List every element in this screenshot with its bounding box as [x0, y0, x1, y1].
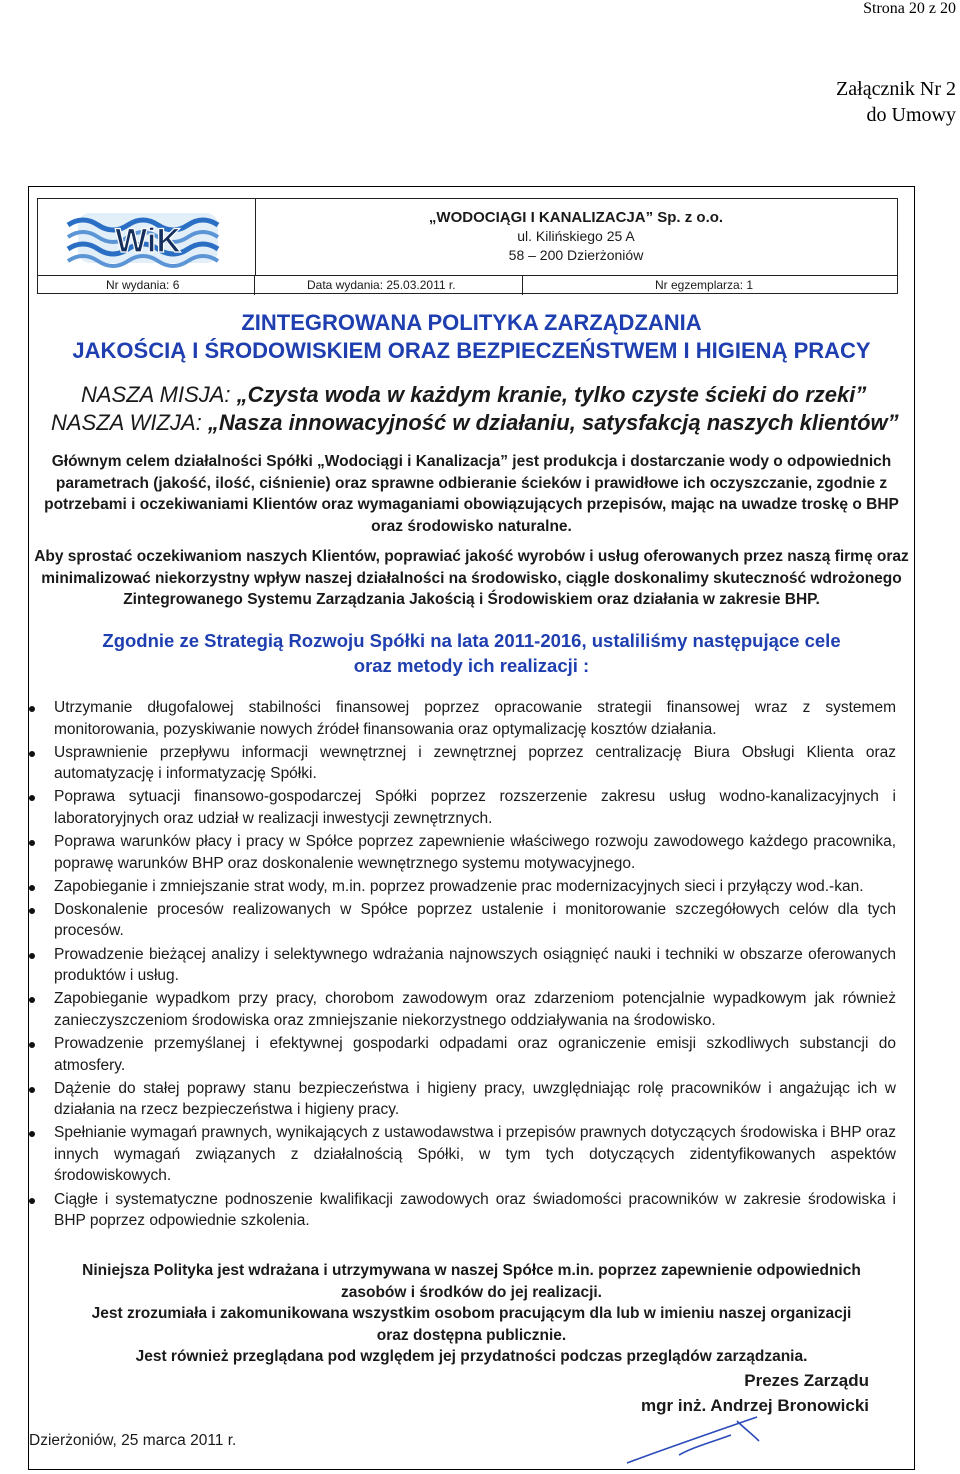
list-item: [29, 988, 914, 1031]
closing-line-5: Jest również przeglądana pod względem jej przydatności podczas przeglądów zarządzania.: [135, 1348, 808, 1365]
list-item: [29, 1078, 914, 1121]
policy-title: [29, 309, 914, 365]
mission-label: NASZA MISJA:: [81, 382, 237, 407]
vision-statement: [51, 409, 899, 437]
strategy-line-2: oraz metody ich realizacji :: [353, 655, 590, 676]
logo-text: WiK: [115, 222, 181, 260]
annex-line-2: do Umowy: [866, 104, 956, 126]
goal-text: Poprawa sytuacji finansowo-gospodarczej Spółki poprzez rozszerzenie zakresu usług wodno-kanalizacyjnych i laboratoryjnych oraz udział w realizacji inwestycji zewnętrznych.: [54, 788, 896, 827]
bullet-icon: [29, 795, 35, 801]
improvement-paragraph: Aby sprostać oczekiwaniom naszych Klientów, poprawiać jakość wyrobów i usług oferowanych przez naszą firmę oraz minimalizować niekorzystny wpływ naszej działalności na środowisko, ciągle doskonalimy skuteczność wdrożonego Zintegrowanego Systemu Zarządzania Jakością i Środowiskiem oraz działania w zakresie BHP.: [34, 548, 909, 608]
goal-text: Prowadzenie przemyślanej i efektywnej gospodarki odpadami oraz ograniczenie emisji szkodliwych substancji do atmosfery.: [54, 1034, 896, 1074]
list-item: [29, 899, 914, 942]
bullet-icon: [29, 1131, 35, 1137]
goal-text: Usprawnienie przepływu informacji wewnętrznej i zewnętrznej poprzez centralizację Biura Obsługi Klienta oraz automatyzację i informatyzację Spółki.: [54, 743, 896, 783]
list-item: [29, 1033, 914, 1076]
issue-date: Data wydania: 25.03.2011 r.: [255, 276, 523, 295]
goal-text: Utrzymanie długofalowej stabilności finansowej poprzez opracowanie strategii finansowej wraz z systemem monitorowania, pozyskiwanie nowych źródeł finansowania oraz optymalizację kosztów działania.: [54, 699, 896, 738]
bullet-icon: [29, 706, 35, 712]
list-item: [29, 876, 914, 898]
goal-text: Spełnianie wymagań prawnych, wynikających z ustawodawstwa i przepisów prawnych dotyczących środowiska i BHP oraz innych wymagań związanych z działalnością Spółki, w tym tych dotyczących zidentyfikowanych aspektów środowiskowych.: [54, 1124, 896, 1185]
goal-text: Ciągłe i systematyczne podnoszenie kwalifikacji zawodowych oraz świadomości pracowników w zakresie środowiska i BHP poprzez odpowiednie szkolenia.: [54, 1190, 896, 1230]
handwritten-signature: [619, 1411, 769, 1467]
copy-number: Nr egzemplarza: 1: [655, 278, 754, 292]
closing-statement: [29, 1260, 914, 1368]
company-city: 58 – 200 Dzierżoniów: [508, 247, 644, 263]
list-item: [29, 697, 914, 740]
annex-label: [836, 76, 956, 128]
goal-text: Prowadzenie bieżącej analizy i selektywnego wdrażania najnowszych osiągnięć nauki i techniki w obszarze oferowanych produktów i usług.: [54, 945, 896, 985]
document-header: [37, 198, 898, 294]
company-name: „WODOCIĄGI I KANALIZACJA” Sp. z o.o.: [428, 209, 724, 226]
bullet-icon: [29, 1198, 35, 1204]
bullet-icon: [29, 997, 35, 1003]
goal-text: Zapobieganie i zmniejszanie strat wody, m.in. poprzez prowadzenie prac modernizacyjnych sieci i przyłączy wod.-kan.: [54, 877, 864, 895]
mission-text: „Czysta woda w każdym kranie, tylko czyste ścieki do rzeki”: [236, 382, 867, 407]
company-street: ul. Kilińskiego 25 A: [517, 228, 635, 244]
bullet-icon: [29, 885, 35, 891]
signoff-name: mgr inż. Andrzej Bronowicki: [641, 1396, 869, 1415]
closing-line-2: zasobów i środków do jej realizacji.: [341, 1283, 602, 1301]
signoff-role: Prezes Zarządu: [744, 1371, 869, 1390]
strategy-heading: [29, 628, 914, 678]
list-item: [29, 1189, 914, 1232]
issue-meta-row: [38, 275, 897, 295]
page-number: Strona 20 z 20: [863, 0, 956, 17]
list-item: [29, 831, 914, 874]
place-date: Dzierżoniów, 25 marca 2011 r.: [29, 1432, 237, 1449]
bullet-icon: [29, 908, 35, 914]
vision-label: NASZA WIZJA:: [51, 410, 208, 435]
bullet-icon: [29, 840, 35, 846]
closing-line-3: Jest zrozumiała i zakomunikowana wszystkim osobom pracującym dla lub w imieniu naszej organizacji: [91, 1305, 852, 1322]
goal-text: Zapobieganie wypadkom przy pracy, chorobom zawodowym oraz zdarzeniom potencjalnie wypadkowym jak również zanieczyszczeniom środowiska oraz zmniejszanie niekorzystnego oddziaływania na środowisko.: [54, 990, 896, 1029]
annex-line-1: Załącznik Nr 2: [836, 78, 956, 100]
strategy-line-1: Zgodnie ze Strategią Rozwoju Spółki na lata 2011-2016, ustaliliśmy następujące cele: [102, 630, 841, 651]
list-item: [29, 944, 914, 987]
issue-number: Nr wydania: 6: [38, 276, 255, 295]
bullet-icon: [29, 1042, 35, 1048]
goal-text: Doskonalenie procesów realizowanych w Spółce poprzez ustalenie i monitorowanie szczegółowych celów dla tych procesów.: [54, 900, 896, 940]
bullet-icon: [29, 751, 35, 757]
company-info: [255, 199, 897, 284]
main-goal-paragraph: Głównym celem działalności Spółki „Wodociągi i Kanalizacja” jest produkcja i dostarczanie wody o odpowiednich parametrach (jakość, ilość, ciśnienie) oraz sprawne odbieranie ścieków i prawidłowe ich oczyszczanie, zgodnie z potrzebami i oczekiwaniami Klientów oraz wymaganiami obowiązujących przepisów, mając na uwadze troskę o BHP oraz środowisko naturalne.: [44, 453, 899, 535]
title-line-2: JAKOŚCIĄ I ŚRODOWISKIEM ORAZ BEZPIECZEŃSTWEM I HIGIENĄ PRACY: [72, 338, 871, 363]
list-item: [29, 786, 914, 829]
goal-text: Dążenie do stałej poprawy stanu bezpieczeństwa i higieny pracy, uwzględniając rolę pracowników i angażując ich w działania na rzecz bezpieczeństwa i higieny pracy.: [54, 1079, 896, 1119]
closing-line-4: oraz dostępna publicznie.: [376, 1326, 567, 1344]
bullet-icon: [29, 1087, 35, 1093]
goals-list: [29, 697, 914, 1233]
list-item: [29, 742, 914, 785]
mission-statement: [81, 381, 866, 409]
list-item: [29, 1122, 914, 1187]
title-line-1: ZINTEGROWANA POLITYKA ZARZĄDZANIA: [241, 310, 702, 335]
bullet-icon: [29, 953, 35, 959]
policy-document: [28, 186, 915, 1470]
vision-text: „Nasza innowacyjność w działaniu, satysfakcją naszych klientów”: [207, 410, 899, 435]
goal-text: Poprawa warunków płacy i pracy w Spółce poprzez zapewnienie właściwego rozwoju zawodowego każdego pracownika, poprawę warunków BHP oraz doskonalenie wewnętrznego systemu motywacyjnego.: [54, 833, 896, 872]
closing-line-1: Niniejsza Polityka jest wdrażana i utrzymywana w naszej Spółce m.in. poprzez zapewnienie odpowiednich: [82, 1262, 861, 1279]
logo-cell: [38, 199, 256, 275]
wik-logo: [38, 199, 255, 275]
